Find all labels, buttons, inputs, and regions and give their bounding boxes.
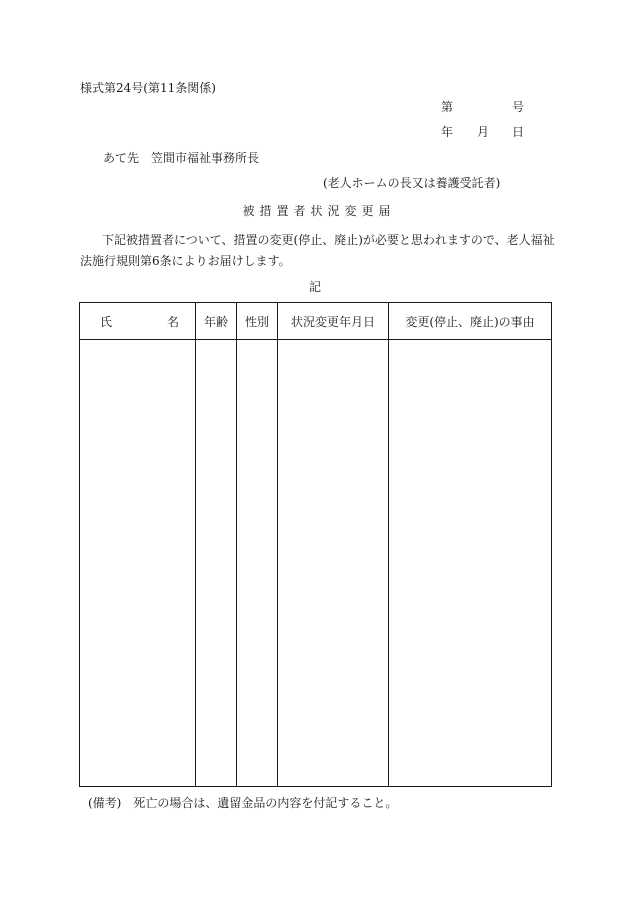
ki-heading: 記 (308, 280, 321, 294)
header-reason: 変更(停止、廃止)の事由 (389, 303, 552, 340)
document-title: 被措置者状況変更届 (242, 204, 396, 218)
header-change-date: 状況変更年月日 (278, 303, 389, 340)
header-age: 年齢 (196, 303, 237, 340)
recipient: あて先 笠間市福祉事務所長 (103, 151, 260, 165)
remarks-note: (備考) 死亡の場合は、遺留金品の内容を付記すること。 (88, 796, 398, 810)
date-day-label: 日 (512, 125, 525, 139)
header-sex: 性別 (237, 303, 278, 340)
date-month-label: 月 (477, 125, 490, 139)
body-paragraph: 下記被措置者について、措置の変更(停止、廃止)が必要と思われますので、老人福祉法施行規則第6条によりお届けします。 (80, 233, 555, 268)
header-name-left: 氏 (100, 314, 113, 329)
cell-age (196, 340, 237, 787)
table-header-row (80, 303, 552, 340)
header-name (80, 303, 196, 340)
date-year-label: 年 (441, 125, 454, 139)
cell-name (80, 340, 196, 787)
cell-change-date (278, 340, 389, 787)
document-number-label: 第 (441, 100, 454, 114)
form-number: 様式第24号(第11条関係) (80, 81, 216, 95)
record-table (79, 302, 552, 787)
document-number-suffix: 号 (512, 100, 525, 114)
submitter-label: (老人ホームの長又は養護受託者) (323, 176, 501, 190)
cell-reason (389, 340, 552, 787)
cell-sex (237, 340, 278, 787)
header-name-right: 名 (166, 314, 179, 329)
table-row (80, 340, 552, 787)
